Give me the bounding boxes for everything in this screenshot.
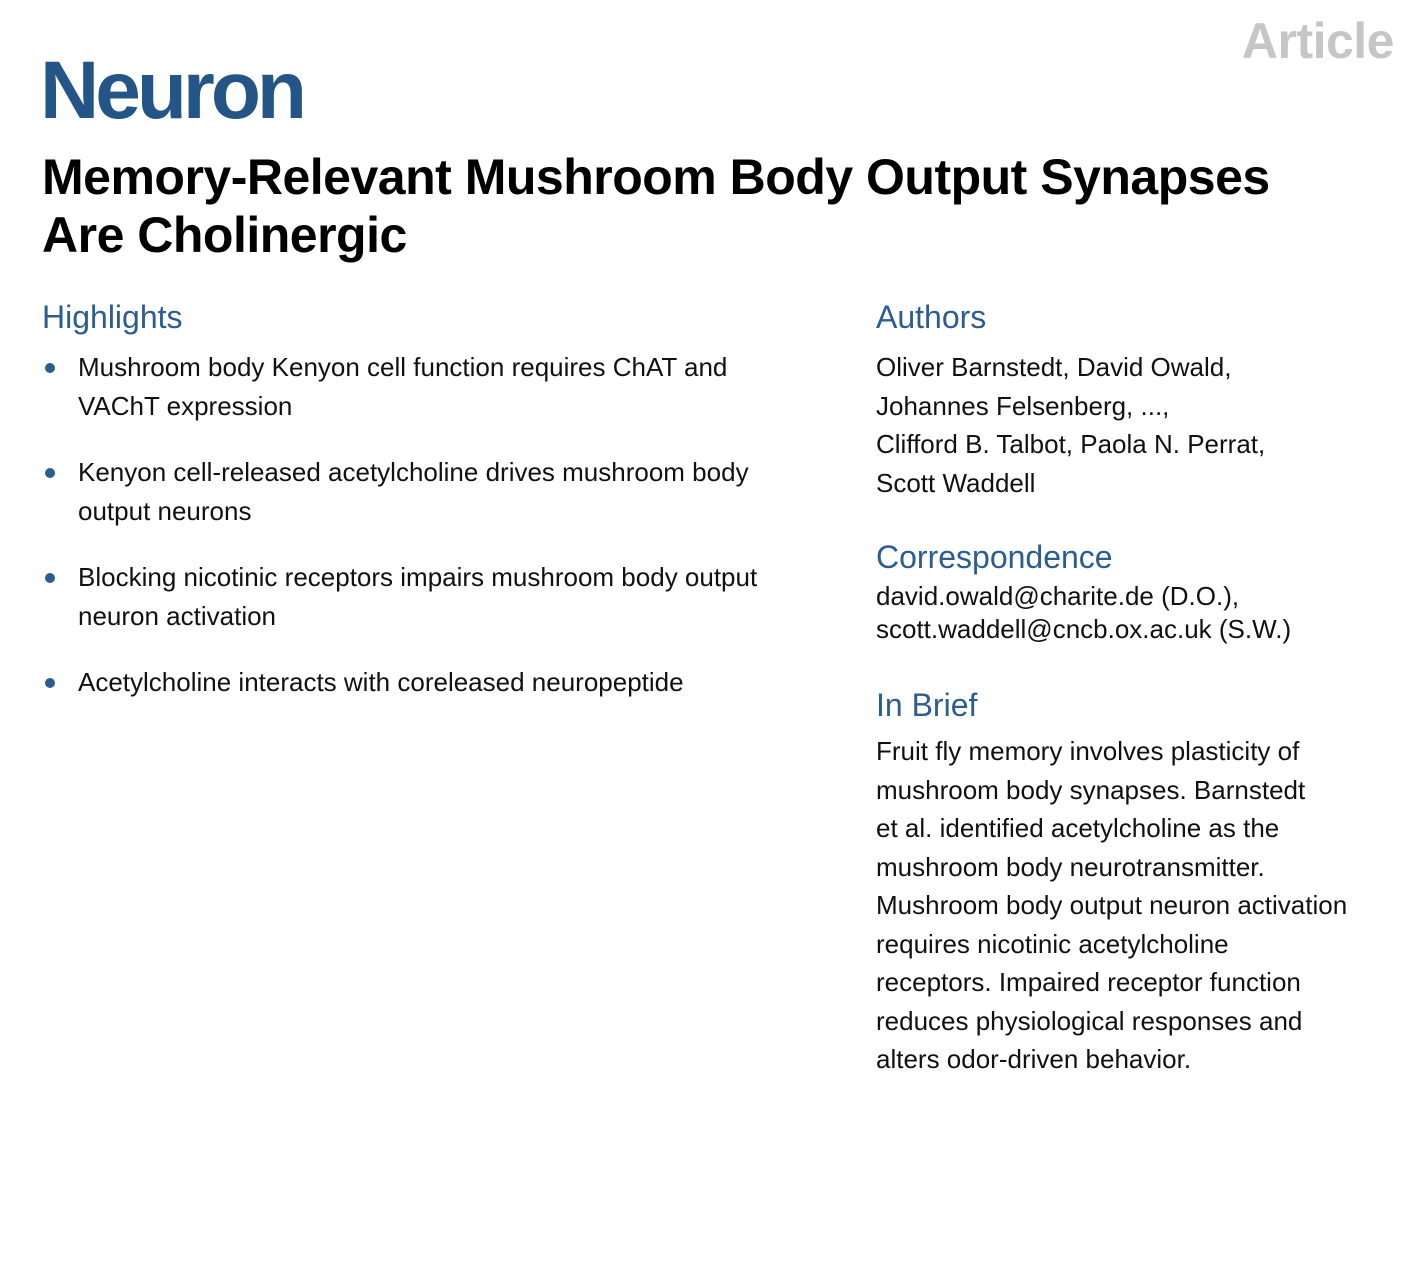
brief-line: Mushroom body output neuron activation <box>876 890 1348 920</box>
article-type-label: Article <box>1241 13 1394 69</box>
bullet-icon <box>45 468 55 478</box>
highlight-text: Acetylcholine interacts with coreleased neuropeptide <box>78 667 684 697</box>
brief-line: reduces physiological responses and <box>876 1005 1303 1036</box>
highlight-text: output neurons <box>78 495 252 526</box>
highlight-text: VAChT expression <box>78 390 293 421</box>
correspondence-heading: Correspondence <box>876 539 1113 575</box>
title-line: Memory-Relevant Mushroom Body Output Synapses <box>42 149 1270 205</box>
highlight-text: Mushroom body Kenyon cell function requires ChAT and <box>78 352 728 382</box>
brief-line: mushroom body synapses. Barnstedt <box>876 774 1306 805</box>
brief-line: mushroom body neurotransmitter. <box>876 851 1265 882</box>
highlight-item <box>42 453 852 530</box>
brief-line: et al. identified acetylcholine as the <box>876 813 1280 843</box>
email-link[interactable]: david.owald@charite.de (D.O.), <box>876 581 1240 611</box>
author-line: Oliver Barnstedt, David Owald, <box>876 352 1232 382</box>
authors-list <box>876 348 1406 502</box>
email-link[interactable]: scott.waddell@cncb.ox.ac.uk (S.W.) <box>876 614 1292 644</box>
bullet-icon <box>45 363 55 373</box>
author-line: Clifford B. Talbot, Paola N. Perrat, <box>876 429 1266 459</box>
author-line: Johannes Felsenberg, ..., <box>876 390 1170 421</box>
article-title <box>42 148 1412 264</box>
correspondence-emails <box>876 580 1406 646</box>
brief-line: alters odor-driven behavior. <box>876 1044 1192 1074</box>
in-brief-heading: In Brief <box>876 687 978 723</box>
authors-heading: Authors <box>876 299 987 335</box>
highlight-text: Blocking nicotinic receptors impairs mushroom body output <box>78 562 758 592</box>
brief-line: Fruit fly memory involves plasticity of <box>876 736 1300 766</box>
in-brief-text <box>876 732 1406 1079</box>
highlights-list <box>42 348 852 702</box>
brief-line: requires nicotinic acetylcholine <box>876 928 1229 959</box>
title-line: Are Cholinergic <box>42 207 407 263</box>
author-line: Scott Waddell <box>876 467 1036 498</box>
highlight-item <box>42 558 852 635</box>
highlight-item <box>42 348 852 425</box>
sidebar-info <box>876 298 1406 1079</box>
highlight-text: Kenyon cell-released acetylcholine drives mushroom body <box>78 457 749 487</box>
bullet-icon <box>45 678 55 688</box>
highlights-section <box>42 298 852 730</box>
highlight-text: neuron activation <box>78 600 277 631</box>
bullet-icon <box>45 573 55 583</box>
highlight-item <box>42 663 852 702</box>
journal-logo: Neuron <box>40 45 303 136</box>
brief-line: receptors. Impaired receptor function <box>876 967 1301 997</box>
highlights-heading: Highlights <box>42 299 183 335</box>
